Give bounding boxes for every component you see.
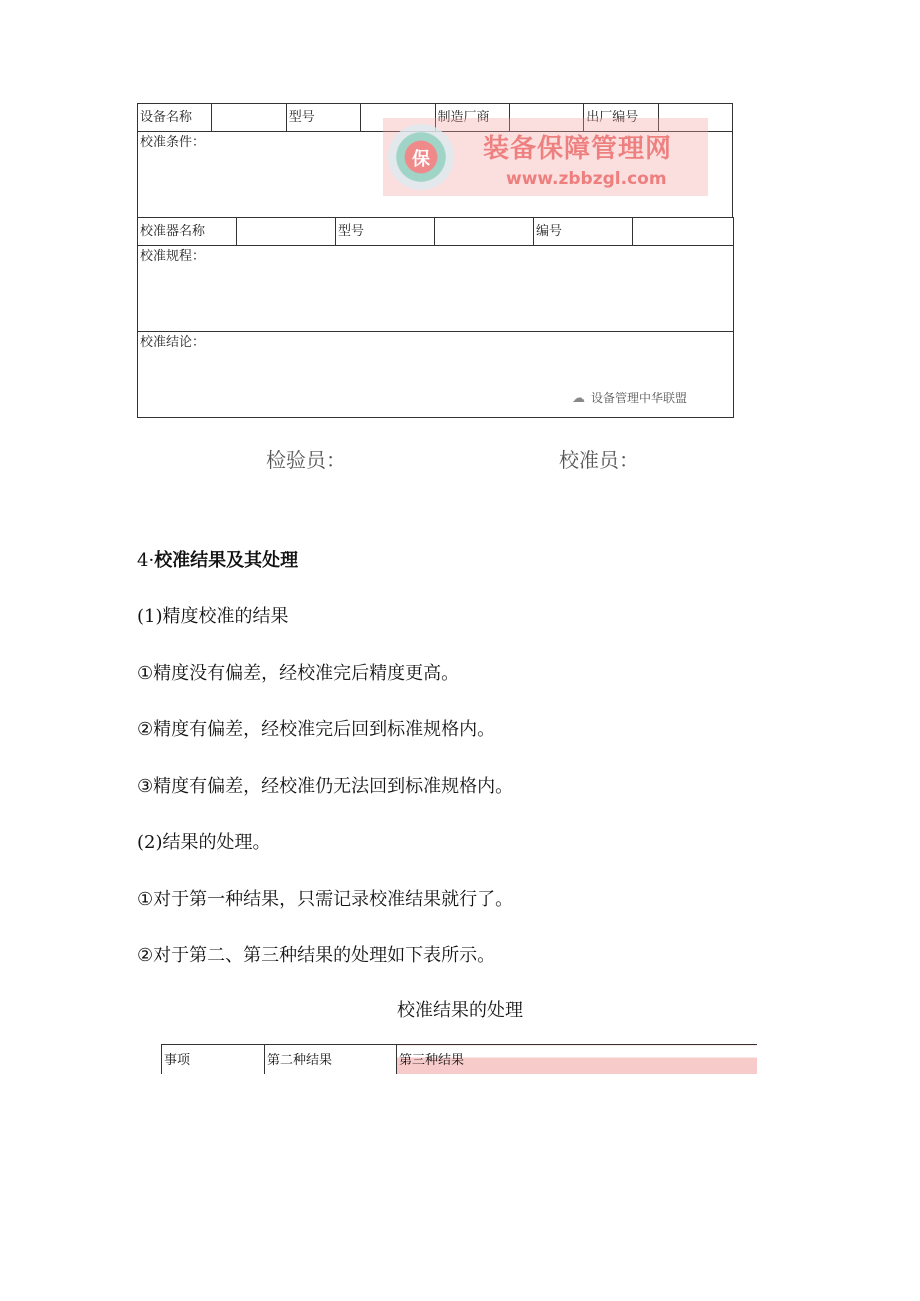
results-table (161, 1044, 757, 1074)
paragraph-text: 对于第一种结果，只需记录校准结果就行了。 (153, 889, 514, 910)
paragraph (137, 659, 459, 685)
calibrator-row-table (137, 217, 734, 418)
form-cell: 制造厂商 (435, 104, 509, 132)
paragraph (137, 772, 513, 798)
paragraph (137, 885, 513, 911)
paragraph (137, 828, 271, 854)
form-cell (435, 218, 534, 246)
paragraph-prefix: ① (137, 663, 154, 684)
table-row (162, 1045, 758, 1075)
paragraph (137, 941, 495, 967)
watermark-logo-text: 保 (412, 149, 430, 170)
paragraph-prefix: ② (137, 945, 154, 966)
form-cell (237, 218, 336, 246)
paragraph-text: 精度校准的结果 (162, 606, 289, 627)
wechat-icon: ☁ (572, 391, 585, 406)
form-cell: 设备名称 (138, 104, 212, 132)
paragraph-text: 精度没有偏差，经校准完后精度更高。 (153, 663, 460, 684)
procedure-cell: 校准规程： (138, 246, 734, 332)
table-caption: 校准结果的处理 (397, 1000, 523, 1021)
paragraph-text: 结果的处理。 (162, 832, 271, 853)
conclusion-cell: 校准结论： (138, 332, 734, 418)
section-heading (137, 546, 298, 572)
paragraph-text: 精度有偏差，经校准仍无法回到标准规格内。 (153, 776, 514, 797)
conditions-cell: 校准条件： (138, 132, 733, 218)
table-header-cell: 事项 (162, 1045, 265, 1075)
watermark-url: www.zbbzgl.com (506, 169, 667, 189)
paragraph (137, 715, 495, 741)
form-cell (212, 104, 286, 132)
paragraph-prefix: ① (137, 889, 154, 910)
wechat-caption-text: 设备管理中华联盟 (591, 391, 688, 405)
wechat-caption (572, 389, 687, 406)
paragraph-prefix: ③ (137, 776, 154, 797)
paragraph-text: 对于第二、第三种结果的处理如下表所示。 (153, 945, 496, 966)
form-cell: 型号 (336, 218, 435, 246)
paragraph-prefix: ② (137, 719, 154, 740)
section-title: 校准结果及其处理 (154, 550, 299, 571)
form-cell: 型号 (286, 104, 360, 132)
table-header-cell: 第二种结果 (265, 1045, 397, 1075)
section-number: 4· (137, 550, 155, 571)
table-header-cell: 第三种结果 (397, 1045, 758, 1075)
inspector-label: 检验员： (266, 448, 346, 472)
paragraph-prefix: (1) (137, 606, 163, 627)
form-cell: 校准器名称 (138, 218, 237, 246)
paragraph-text: 精度有偏差，经校准完后回到标准规格内。 (153, 719, 496, 740)
form-cell (633, 218, 734, 246)
paragraph-prefix: (2) (137, 832, 163, 853)
calibrator-label: 校准员： (559, 448, 639, 472)
paragraph (137, 602, 289, 628)
form-cell: 编号 (534, 218, 633, 246)
form-cell: 出厂编号 (584, 104, 658, 132)
watermark-title: 装备保障管理网 (483, 134, 673, 164)
